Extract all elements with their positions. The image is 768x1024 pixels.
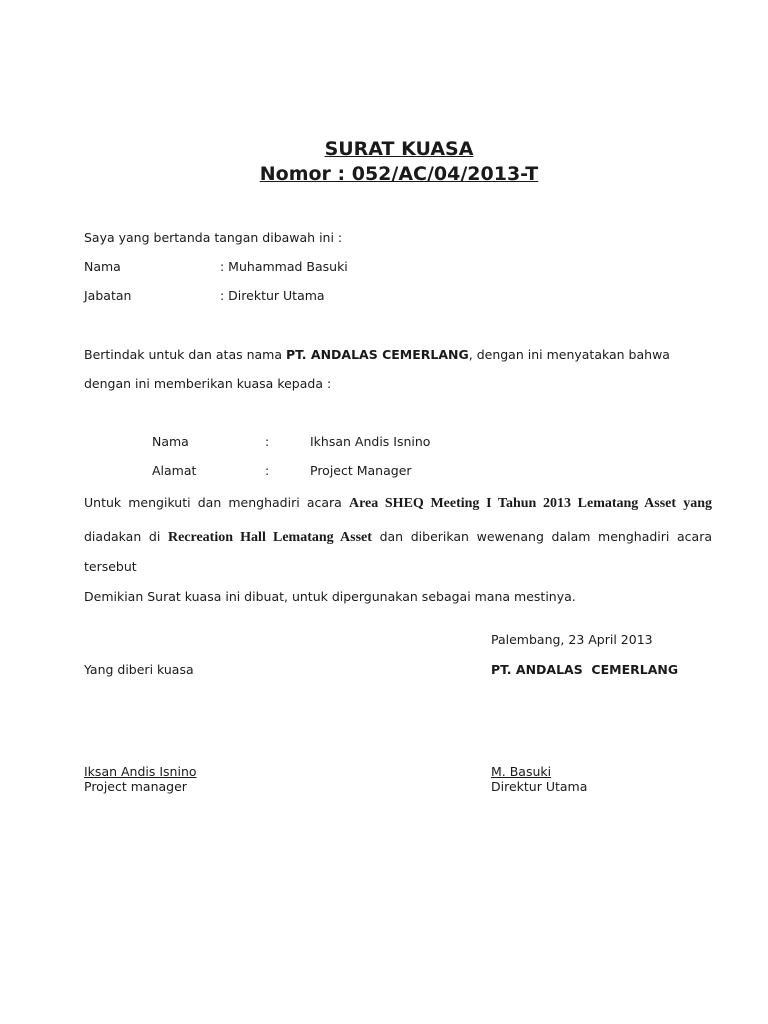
- statement-line-2: dengan ini memberikan kuasa kepada :: [84, 376, 332, 391]
- grantor-name-value: : Muhammad Basuki: [220, 259, 348, 274]
- venue-pre: diadakan di: [84, 529, 161, 544]
- grantee-name-value: Ikhsan Andis Isnino: [310, 434, 431, 449]
- grantor-name-label: Nama: [84, 259, 121, 274]
- closing-text: Demikian Surat kuasa ini dibuat, untuk dipergunakan sebagai mana mestinya.: [84, 589, 576, 604]
- purpose-line-2: [84, 529, 712, 546]
- grantee-name-colon: :: [265, 434, 270, 449]
- purpose-line-3: tersebut: [84, 559, 137, 574]
- purpose-post: yang: [683, 496, 712, 511]
- statement-line-1: [84, 347, 670, 362]
- grantor-position-label: Jabatan: [84, 288, 132, 303]
- company-name: PT. ANDALAS CEMERLANG: [286, 347, 469, 362]
- grantee-address-value: Project Manager: [310, 463, 412, 478]
- statement-post: , dengan ini menyatakan bahwa: [468, 347, 670, 362]
- left-signer-title: Project manager: [84, 779, 187, 794]
- purpose-pre: Untuk mengikuti dan menghadiri acara: [84, 495, 342, 510]
- grantee-address-colon: :: [265, 463, 270, 478]
- venue-post: dan diberikan wewenang dalam menghadiri acara: [379, 529, 712, 544]
- left-signature-caption: Yang diberi kuasa: [84, 662, 194, 677]
- letter-title: SURAT KUASA: [324, 138, 474, 160]
- letter-number: Nomor : 052/AC/04/2013-T: [259, 163, 539, 185]
- grantee-address-label: Alamat: [152, 463, 197, 478]
- right-signer-title: Direktur Utama: [491, 779, 588, 794]
- right-signer-name: M. Basuki: [491, 764, 552, 779]
- grantor-position-value: : Direktur Utama: [220, 288, 325, 303]
- event-name: Area SHEQ Meeting I Tahun 2013 Lematang Asset: [348, 496, 677, 511]
- intro-text: Saya yang bertanda tangan dibawah ini :: [84, 230, 343, 245]
- grantee-name-label: Nama: [152, 434, 189, 449]
- venue-name: Recreation Hall Lematang Asset: [167, 530, 372, 545]
- purpose-line-1: [84, 495, 712, 512]
- place-date: Palembang, 23 April 2013: [491, 632, 653, 647]
- right-signature-caption: PT. ANDALAS CEMERLANG: [491, 662, 679, 677]
- left-signer-name: Iksan Andis Isnino: [84, 764, 197, 779]
- statement-pre: Bertindak untuk dan atas nama: [84, 347, 283, 362]
